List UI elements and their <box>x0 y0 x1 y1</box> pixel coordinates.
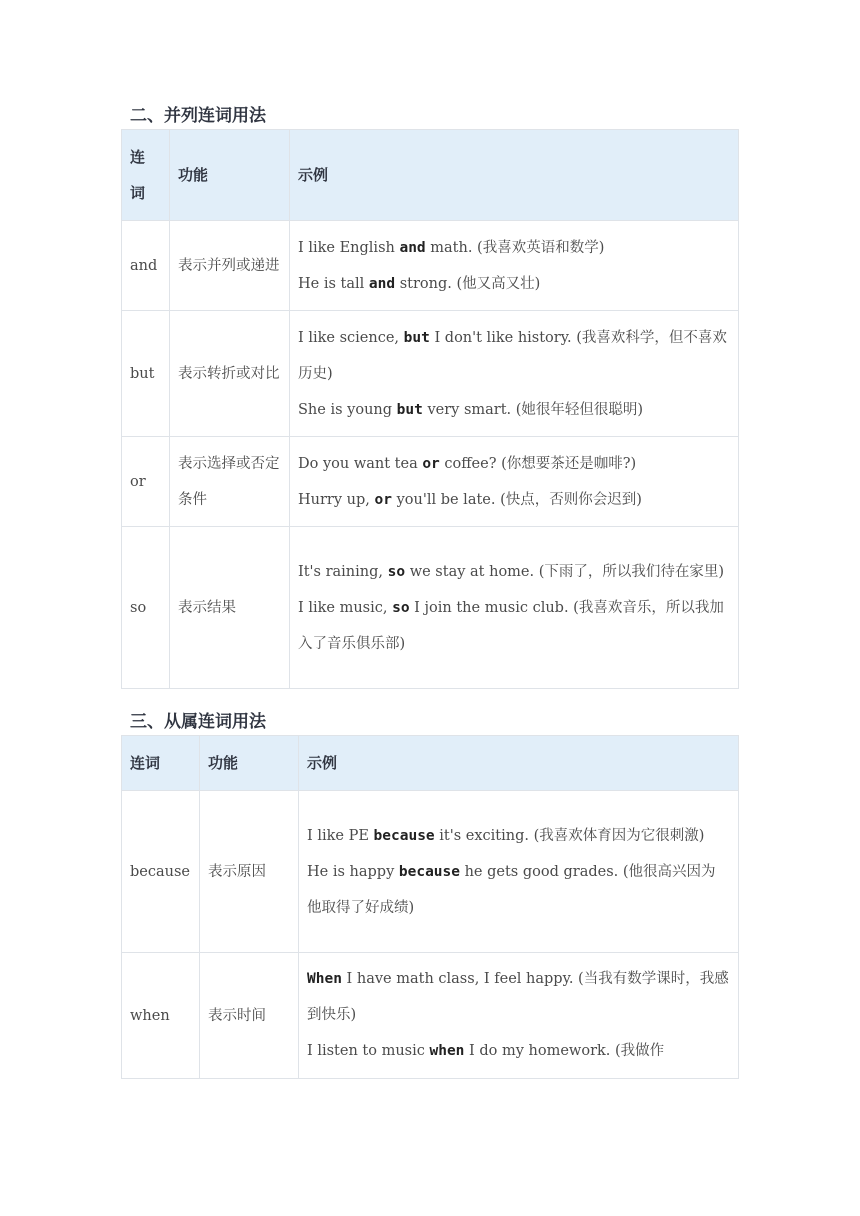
keyword: but <box>403 329 430 346</box>
function-cell: 表示并列或递进 <box>170 221 290 311</box>
keyword: so <box>387 563 406 580</box>
table-row <box>122 527 739 689</box>
example-cell <box>290 311 739 437</box>
header-function: 功能 <box>200 736 299 791</box>
header-conjunction: 连词 <box>122 736 200 791</box>
example-cell <box>290 221 739 311</box>
table-row <box>122 791 739 953</box>
coordinating-conjunctions-table <box>121 129 739 689</box>
example-line: I like English and math. (我喜欢英语和数学) <box>298 239 605 256</box>
example-line: I listen to music when I do my homework. (我做作 <box>307 1043 665 1059</box>
example-cell <box>290 527 739 689</box>
example-line: I like PE because it's exciting. (我喜欢体育因为它很刺激) <box>307 827 705 844</box>
keyword: when <box>429 1043 465 1059</box>
function-cell: 表示原因 <box>200 791 299 953</box>
keyword: and <box>368 275 396 292</box>
example-line: He is tall and strong. (他又高又壮) <box>298 275 541 292</box>
example-cell <box>299 791 739 953</box>
example-cell <box>290 437 739 527</box>
example-cell <box>299 953 739 1079</box>
section-title-subordinating: 三、从属连词用法 <box>130 712 266 732</box>
keyword: but <box>396 401 423 418</box>
example-line: I like science, but I don't like history. (我喜欢科学，但不喜欢历史) <box>298 329 727 382</box>
function-cell: 表示结果 <box>170 527 290 689</box>
keyword: so <box>392 599 410 616</box>
table-row <box>122 953 739 1079</box>
keyword: and <box>399 239 426 256</box>
example-line: It's raining, so we stay at home. (下雨了，所以我们待在家里) <box>298 563 725 580</box>
keyword: or <box>374 491 392 508</box>
header-function: 功能 <box>170 130 290 221</box>
function-cell: 表示时间 <box>200 953 299 1079</box>
section-title-coordinating: 二、并列连词用法 <box>130 106 266 126</box>
example-line: He is happy because he gets good grades. (他很高兴因为他取得了好成绩) <box>307 863 716 916</box>
keyword: because <box>373 827 435 844</box>
header-example: 示例 <box>299 736 739 791</box>
conjunction-cell: and <box>122 221 170 311</box>
table-header-row <box>122 736 739 791</box>
subordinating-conjunctions-table <box>121 735 739 1079</box>
conjunction-cell: but <box>122 311 170 437</box>
conjunction-cell: when <box>122 953 200 1079</box>
table-row <box>122 221 739 311</box>
keyword: When <box>307 971 342 987</box>
example-line: I like music, so I join the music club. (我喜欢音乐，所以我加入了音乐俱乐部) <box>298 599 724 652</box>
conjunction-cell: because <box>122 791 200 953</box>
conjunction-cell: so <box>122 527 170 689</box>
keyword: or <box>422 455 440 472</box>
table-row <box>122 437 739 527</box>
table-row <box>122 311 739 437</box>
header-conjunction: 连词 <box>122 130 170 221</box>
example-line: She is young but very smart. (她很年轻但很聪明) <box>298 401 644 418</box>
example-line: When I have math class, I feel happy. (当我有数学课时，我感到快乐) <box>307 971 729 1023</box>
example-line: Hurry up, or you'll be late. (快点，否则你会迟到) <box>298 491 642 508</box>
keyword: because <box>398 863 460 880</box>
function-cell: 表示选择或否定条件 <box>170 437 290 527</box>
conjunction-cell: or <box>122 437 170 527</box>
function-cell: 表示转折或对比 <box>170 311 290 437</box>
example-line: Do you want tea or coffee? (你想要茶还是咖啡?) <box>298 455 637 472</box>
header-example: 示例 <box>290 130 739 221</box>
table-header-row <box>122 130 739 221</box>
